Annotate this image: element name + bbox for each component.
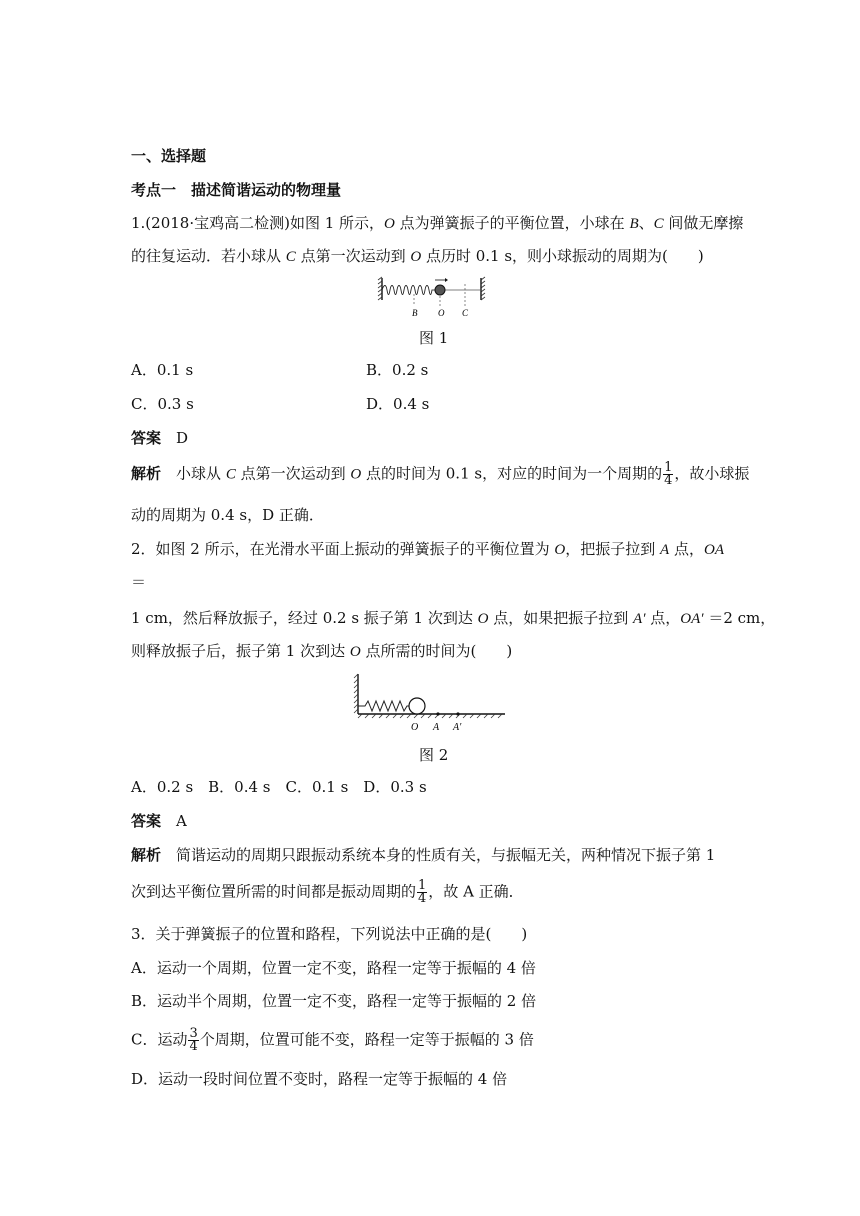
q2-text: 则释放振子后，振子第 1 次到达 [131, 642, 350, 660]
q2-text: 1 cm，然后释放振子，经过 0.2 s 振子第 1 次到达 [131, 609, 478, 627]
q2-answer [131, 811, 187, 831]
q1-var-b: B [629, 216, 639, 232]
q3-option-a: A．运动一个周期，位置一定不变，路程一定等于振幅的 4 倍 [131, 959, 536, 977]
q1-text: 小球从 [176, 464, 226, 483]
analysis-label: 解析 [131, 846, 162, 864]
q2-stem-line1 [131, 539, 724, 560]
q1-option-c: C．0.3 s [131, 395, 194, 413]
q2-var-oa-prime: OA′ [680, 611, 704, 627]
q3-stem: 3．关于弹簧振子的位置和路程，下列说法中正确的是( ) [131, 925, 528, 943]
q2-var-a: A [660, 542, 670, 558]
q1-text: 点的时间为 0.1 s，对应的时间为一个周期的 [361, 464, 663, 483]
q3-option-b: B．运动半个周期，位置一定不变，路程一定等于振幅的 2 倍 [131, 992, 537, 1010]
figure-2-caption: 图 2 [419, 746, 449, 764]
q2-text: 点，如果把振子拉到 [488, 609, 634, 627]
figure-2-label-a: A [433, 722, 440, 733]
q2-analysis-line1 [131, 845, 715, 865]
q1-analysis-line2: 动的周期为 0.4 s，D 正确． [131, 506, 324, 524]
q1-text: 的往复运动．若小球从 [131, 247, 286, 265]
analysis-label: 解析 [131, 464, 162, 483]
q1-answer [131, 428, 188, 448]
topic-title: 考点一 描述简谐运动的物理量 [131, 181, 342, 199]
fraction-denominator: 4 [189, 1039, 198, 1054]
figure-1-label-b: B [412, 308, 418, 318]
q2-text: ，故 A 正确． [428, 882, 524, 901]
q2-stem-line4 [131, 641, 512, 662]
q2-var-oa: OA [703, 542, 724, 558]
figure-1-label-c: C [462, 308, 469, 318]
q1-text: 点第一次运动到 [235, 464, 351, 483]
answer-label: 答案 [131, 812, 162, 830]
q2-analysis-line2 [131, 880, 524, 905]
q1-analysis-line1 [131, 462, 749, 487]
fraction-numerator: 1 [664, 460, 673, 475]
q2-stem-line2: ＝ [131, 573, 147, 591]
q2-text: ，把振子拉到 [565, 540, 661, 558]
q2-var-o: O [349, 644, 361, 660]
section-title: 一、选择题 [131, 147, 207, 165]
answer-label: 答案 [131, 429, 162, 447]
q1-text: 点为弹簧振子的平衡位置，小球在 [394, 214, 630, 232]
q3-text: 个周期，位置可能不变，路程一定等于振幅的 3 倍 [199, 1030, 534, 1049]
q1-var-c: C [285, 249, 296, 265]
q1-var-o: O [350, 466, 362, 483]
q1-stem-line2 [131, 246, 704, 267]
q3-text: C．运动 [131, 1030, 188, 1049]
q2-text: 简谐运动的周期只跟振动系统本身的性质有关，与振幅无关，两种情况下振子第 1 [176, 846, 716, 864]
q2-var-o: O [554, 542, 566, 558]
q2-text: 点， [645, 609, 681, 627]
fraction-denominator: 4 [418, 891, 427, 906]
figure-1-caption: 图 1 [419, 329, 449, 347]
q1-option-a: A．0.1 s [131, 361, 194, 379]
figure-2-label-o: O [411, 722, 419, 733]
q1-var-c: C [653, 216, 664, 232]
q3-option-c [131, 1028, 534, 1053]
q2-var-a-prime: A′ [633, 611, 646, 627]
answer-value: D [176, 429, 189, 447]
q2-options: A．0.2 s B．0.4 s C．0.1 s D．0.3 s [131, 778, 427, 796]
figure-2-label-a-prime: A′ [453, 722, 462, 733]
q1-var-o: O [384, 216, 395, 232]
q1-text: 点第一次运动到 [295, 247, 411, 265]
q2-text: ＝2 cm， [703, 609, 776, 627]
fraction-numerator: 3 [189, 1026, 198, 1041]
q1-var-o: O [410, 249, 422, 265]
answer-value: A [176, 812, 187, 830]
q2-var-o: O [477, 611, 489, 627]
q1-text: 1.(2018·宝鸡高二检测)如图 1 所示， [131, 214, 385, 232]
q1-text: ，故小球振 [674, 464, 750, 483]
q1-text: 间做无摩擦 [663, 214, 744, 232]
fraction-three-quarters [188, 1028, 198, 1053]
fraction-one-quarter [417, 880, 427, 905]
figure-2-horizontal-spring [350, 672, 510, 736]
q3-option-d: D．运动一段时间位置不变时，路程一定等于振幅的 4 倍 [131, 1070, 508, 1088]
q1-var-c: C [225, 466, 236, 483]
q2-text: 次到达平衡位置所需的时间都是振动周期的 [131, 882, 417, 901]
q1-option-b: B．0.2 s [366, 361, 429, 379]
q2-stem-line3 [131, 608, 775, 629]
q2-text: 2．如图 2 所示，在光滑水平面上振动的弹簧振子的平衡位置为 [131, 540, 555, 558]
q1-text: 、 [638, 214, 654, 232]
q2-text: 点所需的时间为( ) [360, 642, 513, 660]
q2-text: 点， [669, 540, 704, 558]
q1-stem-line1 [131, 213, 743, 234]
q1-text: 点历时 0.1 s，则小球振动的周期为( ) [421, 247, 704, 265]
fraction-numerator: 1 [418, 878, 427, 893]
figure-1-label-o: O [438, 308, 445, 318]
fraction-one-quarter [663, 462, 673, 487]
figure-1-spring-oscillator [376, 276, 488, 320]
q1-option-d: D．0.4 s [366, 395, 430, 413]
fraction-denominator: 4 [664, 473, 673, 488]
